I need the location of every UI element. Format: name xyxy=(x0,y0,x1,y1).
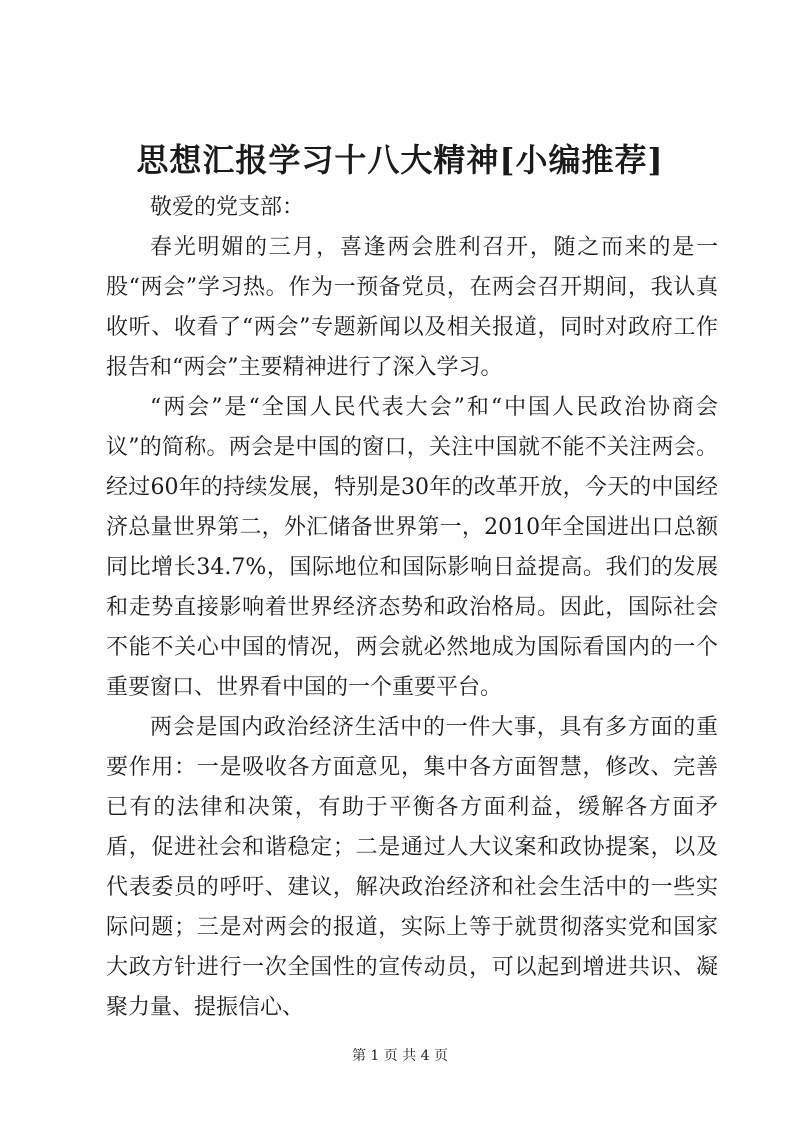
greeting-line: 敬爱的党支部： xyxy=(150,195,305,220)
paragraph-3: 两会是国内政治经济生活中的一件大事，具有多方面的重要作用：一是吸收各方面意见，集中各方面智慧，修改、完善已有的法律和决策，有助于平衡各方面利益，缓解各方面矛盾，促进社会和谐稳定；二是通过人大议案和政协提案，以及代表委员的呼吁、建议，解决政治经济和社会生活中的一些实际问题；三是对两会的报道，实际上等于就贯彻落实党和国家大政方针进行一次全国性的宣传动员，可以起到增进共识、凝聚力量、提振信心、 xyxy=(106,715,718,1020)
document-title: 思想汇报学习十八大精神[小编推荐] xyxy=(136,141,664,179)
document-body xyxy=(106,188,718,1028)
paragraph-1: 春光明媚的三月，喜逢两会胜利召开，随之而来的是一股“两会”学习热。作为一预备党员，在两会召开期间，我认真收听、收看了“两会”专题新闻以及相关报道，同时对政府工作报告和“两会”主要精神进行了深入学习。 xyxy=(106,235,718,380)
page-number-footer: 第 1 页 共 4 页 xyxy=(351,1048,449,1064)
paragraph-2: “两会”是“全国人民代表大会”和“中国人民政治协商会议”的简称。两会是中国的窗口，关注中国就不能不关注两会。经过60年的持续发展，特别是30年的改革开放，今天的中国经济总量世界第二，外汇储备世界第一，2010年全国进出口总额同比增长34.7%，国际地位和国际影响日益提高。我们的发展和走势直接影响着世界经济态势和政治格局。因此，国际社会不能不关心中国的情况，两会就必然地成为国际看国内的一个重要窗口、世界看中国的一个重要平台。 xyxy=(106,395,718,700)
